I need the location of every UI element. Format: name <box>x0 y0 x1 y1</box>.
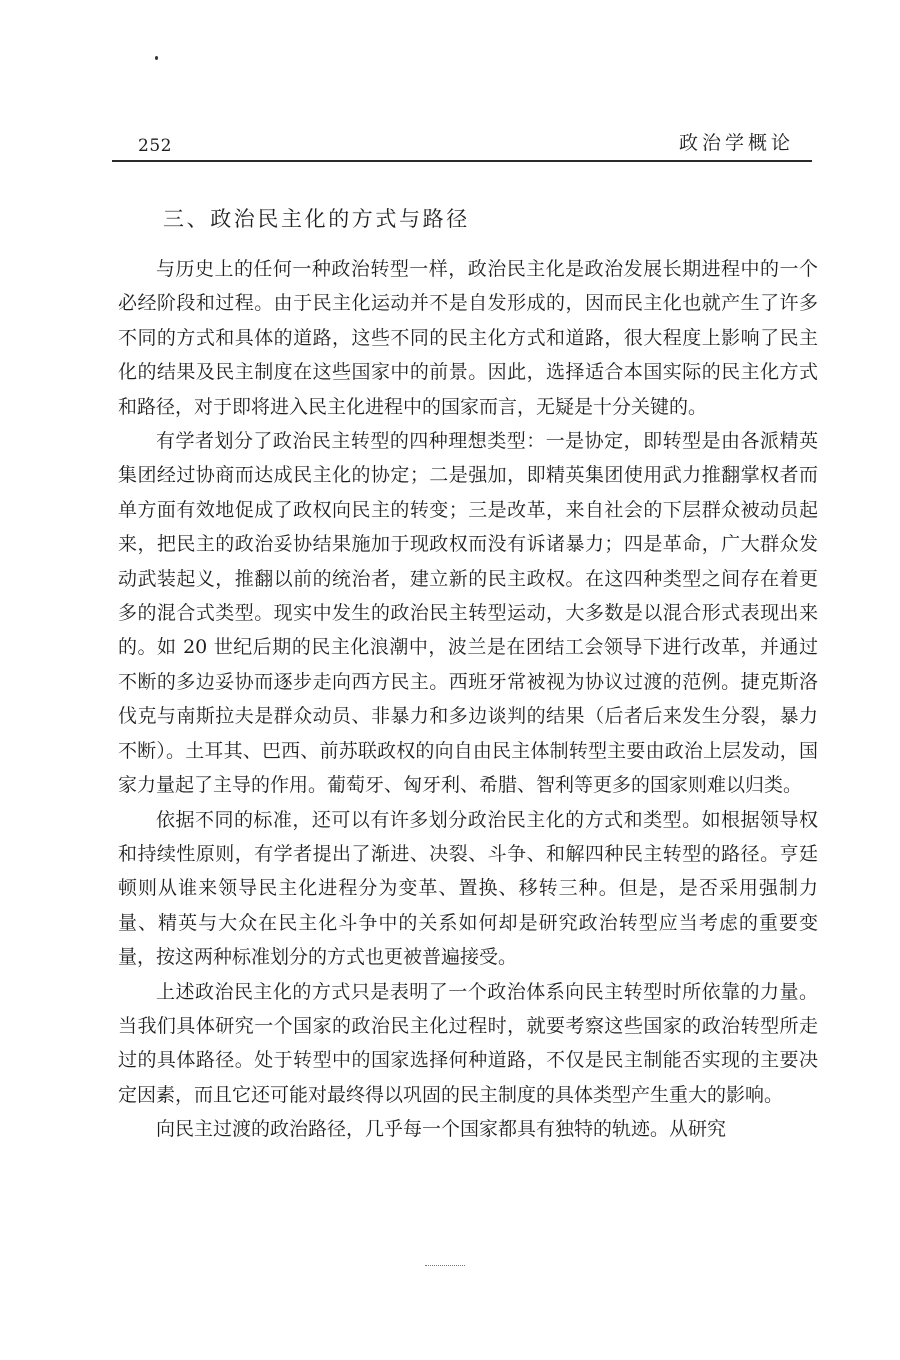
page-number: 252 <box>138 136 172 156</box>
scan-speck <box>155 56 158 60</box>
header-rule <box>112 160 812 162</box>
running-title: 政治学概论 <box>678 132 794 154</box>
paragraph-1: 与历史上的任何一种政治转型一样，政治民主化是政治发展长期进程中的一个必经阶段和过程。由于民主化运动并不是自发形成的，因而民主化也就产生了许多不同的方式和具体的道路，这些不同的民主化方式和道路，很大程度上影响了民主化的结果及民主制度在这些国家中的前景。因此，选择适合本国实际的民主化方式和路径，对于即将进入民主化进程中的国家而言，无疑是十分关键的。 <box>118 258 818 418</box>
paragraph-4: 上述政治民主化的方式只是表明了一个政治体系向民主转型时所依靠的力量。当我们具体研究一个国家的政治民主化过程时，就要考察这些国家的政治转型所走过的具体路径。处于转型中的国家选择何种道路，不仅是民主制能否实现的主要决定因素，而且它还可能对最终得以巩固的民主制度的具体类型产生重大的影响。 <box>118 980 818 1106</box>
paragraph-5: 向民主过渡的政治路径，几乎每一个国家都具有独特的轨迹。从研究 <box>156 1118 727 1141</box>
paragraph-2: 有学者划分了政治民主转型的四种理想类型：一是协定，即转型是由各派精英集团经过协商而达成民主化的协定；二是强加，即精英集团使用武力推翻掌权者而单方面有效地促成了政权向民主的转变；三是改革，来自社会的下层群众被动员起来，把民主的政治妥协结果施加于现政权而没有诉诸暴力；四是革命，广大群众发动武装起义，推翻以前的统治者，建立新的民主政权。在这四种类型之间存在着更多的混合式类型。现实中发生的政治民主转型运动，大多数是以混合形式表现出来的。如 20 世纪后期的民主化浪潮中，波兰是在团结工会领导下进行改革，并通过不断的多边妥协而逐步走向西方民主。西班牙常被视为协议过渡的范例。捷克斯洛伐克与南斯拉夫是群众动员、非暴力和多边谈判的结果（后者后来发生分裂，暴力不断）。土耳其、巴西、前苏联政权的向自由民主体制转型主要由政治上层发动，国家力量起了主导的作用。葡萄牙、匈牙利、希腊、智利等更多的国家则难以归类。 <box>118 430 818 797</box>
section-heading: 三、政治民主化的方式与路径 <box>163 207 470 231</box>
paragraph-3: 依据不同的标准，还可以有许多划分政治民主化的方式和类型。如根据领导权和持续性原则，有学者提出了渐进、决裂、斗争、和解四种民主转型的路径。亨廷顿则从谁来领导民主化进程分为变革、置换、移转三种。但是，是否采用强制力量、精英与大众在民主化斗争中的关系如何却是研究政治转型应当考虑的重要变量，按这两种标准划分的方式也更被普遍接受。 <box>118 808 818 969</box>
page-header <box>112 128 812 158</box>
scan-marks <box>425 1265 465 1270</box>
body-text <box>118 252 818 1147</box>
